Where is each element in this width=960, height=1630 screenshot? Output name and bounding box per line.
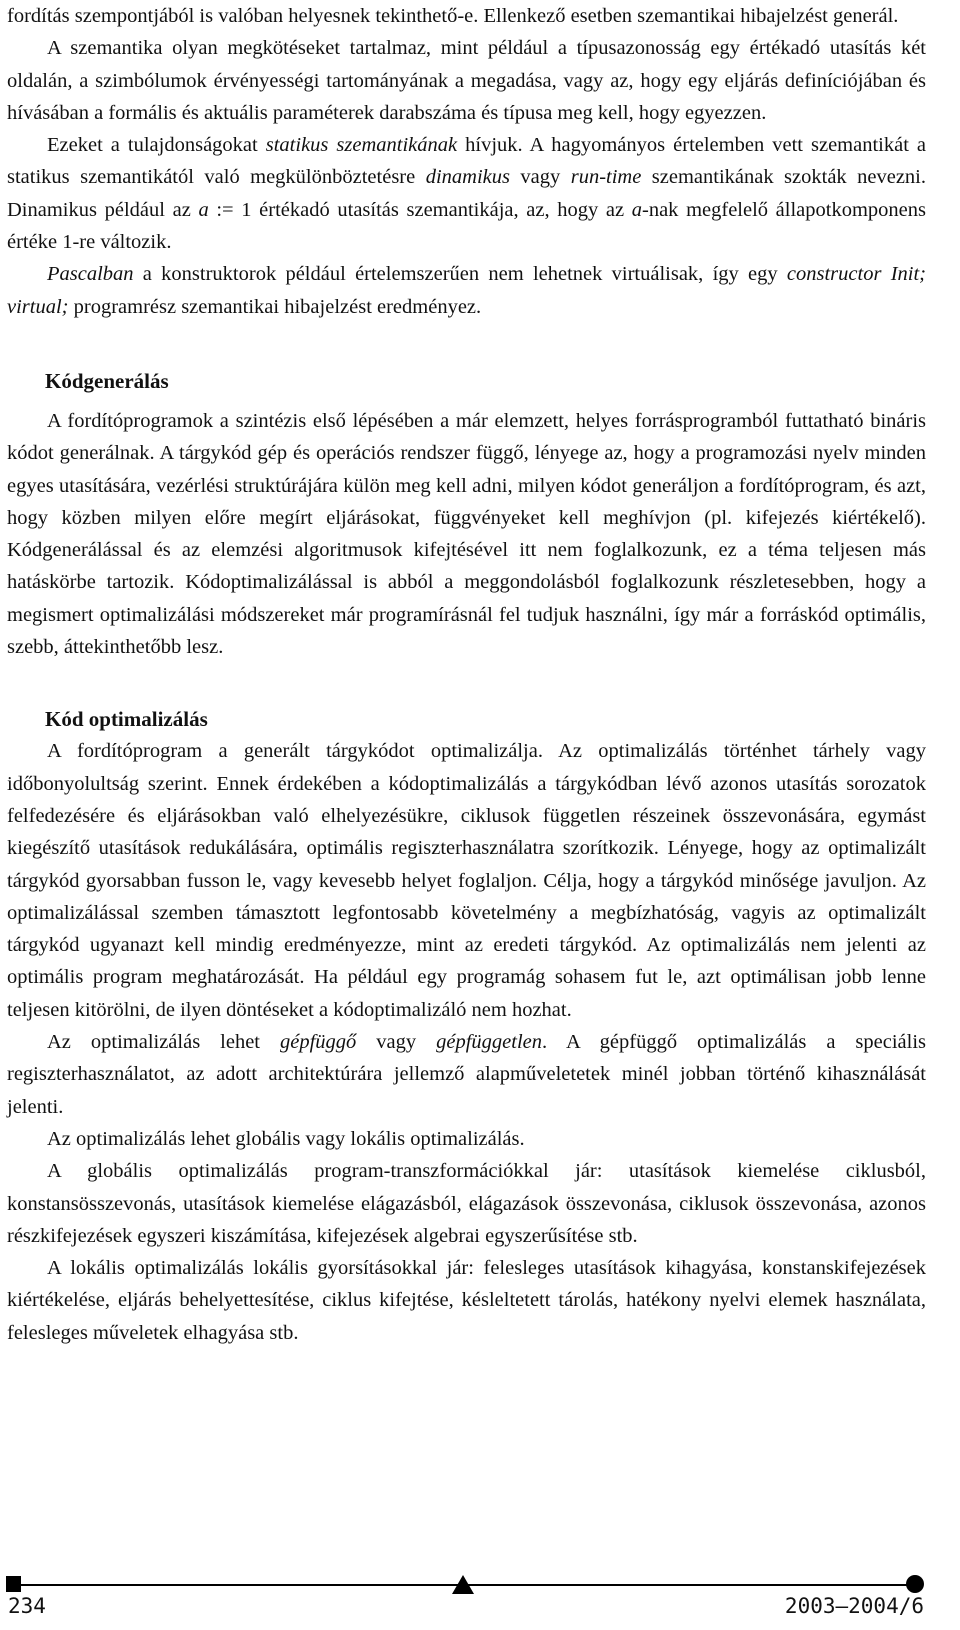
emphasis: run-time — [570, 166, 642, 189]
paragraph-opt-1: A fordítóprogram a generált tárgykódot optimalizálja. Az optimalizálás történhet tárhely vagy időbonyolultság szerint. Ennek érdekében a kódoptimalizálás a tárgykódban lévő azonos utasítás sorozatok felfedezésére és eljárásokban való elhelyezésükre, ciklusok független részeinek összevonására, egymást kiegészítő utasítások redukálására, optimális regiszterhasználatra szorítkozik. Lényege, hogy az optimalizált tárgykód gyorsabban fusson le, vagy kevesebb helyet foglaljon. Célja, hogy a tárgykód minősége javuljon. Az optimalizálással szemben támasztott legfontosabb követelmény a megbízhatóság, vagyis az optimalizált tárgykód ugyanazt kell mindig eredményezze, mint az eredeti tárgykód. Az optimalizálás nem jelenti az optimális program meghatározását. Ha például egy programág sohasem fut le, azt optimálisan jobb lenne teljesen kitörölni, de ilyen döntéseket a kódoptimalizáló nem hozhat. — [7, 740, 926, 1021]
emphasis: constructor Init; virtual; — [7, 263, 926, 318]
spacer — [7, 663, 926, 703]
emphasis: Pascalban — [47, 263, 134, 286]
text-run: vagy — [356, 1031, 437, 1054]
page-body — [7, 0, 926, 1349]
spacer — [7, 323, 926, 365]
paragraph-intro-2 — [7, 129, 926, 258]
paragraph-opt-2 — [7, 1026, 926, 1123]
text-run: . A gépfüggő optimalizálás a speciális regiszterhasználatot, az adott architektúrára jellemző alapműveletetek minél jobban történő kihasználását jelenti. — [7, 1031, 927, 1118]
triangle-marker-icon — [452, 1575, 474, 1594]
circle-marker-icon — [906, 1575, 924, 1593]
emphasis: dinamikus — [425, 166, 510, 189]
paragraph-intro-1: A szemantika olyan megkötéseket tartalmaz, mint például a típusazonosság egy értékadó utasítás két oldalán, a szimbólumok érvényességi tartományának a megadása, vagy az, hogy egy eljárás definíciójában és hívásában a formális és aktuális paraméterek darabszáma és típusa meg kell, hogy egyezzen. — [7, 37, 926, 124]
paragraph-codegen-1: A fordítóprogramok a szintézis első lépésében a már elemzett, helyes forrásprogramból futtatható bináris kódot generálnak. A tárgykód gép és operációs rendszer függő, lényege az, hogy a programozási nyelv minden egyes utasítására, vezérlési struktúrájára külön meg kell adni, milyen kódot generáljon a fordítóprogram, és azt, hogy közben milyen előre megírt eljárásokat, függvényeket kell meghívjon (pl. kifejezés kiértékelő). Kódgenerálással és az elemzési algoritmusok kifejtésével itt nem foglalkozunk, ez a téma teljesen más hatáskörbe tartozik. Kódoptimalizálással is abból a meggondolásból foglalkozunk részletesebben, hogy a megismert optimalizálási módszereket már programírásnál fel tudjuk használni, így már a forráskód optimális, szebb, áttekinthetőbb lesz. — [7, 409, 926, 659]
paragraph-intro-0: fordítás szempontjából is valóban helyesnek tekinthető-e. Ellenkező esetben szemantikai hibajelzést generál. — [7, 5, 899, 27]
emphasis: gépfüggetlen — [436, 1031, 543, 1054]
text-run: Az optimalizálás lehet — [47, 1031, 280, 1054]
section-heading-optimization: Kód optimalizálás — [45, 707, 208, 732]
page-number: 234 — [8, 1594, 46, 1618]
text-run: -nak megfelelő állapotkomponens értéke 1-re változik. — [7, 198, 926, 254]
paragraph-opt-5: A lokális optimalizálás lokális gyorsításokkal jár: felesleges utasítások kihagyása, konstanskifejezések kiértékelése, eljárás behelyettesítése, ciklus kifejtése, késleltetett tárolás, hatékony nyelvi elemek használata, felesleges műveletek elhagyása stb. — [7, 1257, 926, 1344]
text-run: Ezeket a tulajdonságokat — [47, 134, 266, 157]
page-footer — [0, 1561, 960, 1630]
emphasis: a — [198, 198, 209, 221]
paragraph-opt-3: Az optimalizálás lehet globális vagy lokális optimalizálás. — [47, 1127, 525, 1150]
paragraph-opt-4: A globális optimalizálás program-transzformációkkal jár: utasítások kiemelése ciklusból, konstansösszevonás, utasítások kiemelése elágazásból, elágazások összevonása, ciklusok összevonása, azonos részkifejezések egyszeri kiszámítása, kifejezések algebrai egyszerűsítése stb. — [7, 1160, 926, 1247]
text-run: vagy — [509, 166, 571, 189]
square-marker-icon — [6, 1576, 21, 1592]
spacer — [7, 397, 926, 405]
text-run: := 1 értékadó utasítás szemantikája, az, hogy az — [208, 198, 632, 221]
paragraph-intro-3 — [7, 258, 926, 323]
text-run: hívjuk. A hagyományos értelemben vett szemantikát a statikus szemantikától való megkülönböztetésre — [7, 134, 927, 189]
section-heading-codegen: Kódgenerálás — [45, 368, 169, 393]
issue-number: 2003–2004/6 — [784, 1594, 924, 1618]
text-run: programrész szemantikai hibajelzést eredményez. — [68, 295, 482, 318]
emphasis: gépfüggő — [280, 1031, 357, 1054]
emphasis: a — [631, 198, 642, 221]
text-run: szemantikának szokták nevezni. Dinamikus például az — [7, 166, 926, 221]
emphasis: statikus szemantikának — [265, 134, 458, 157]
text-run: a konstruktorok például értelemszerűen nem lehetnek virtuálisak, így egy — [133, 263, 787, 286]
